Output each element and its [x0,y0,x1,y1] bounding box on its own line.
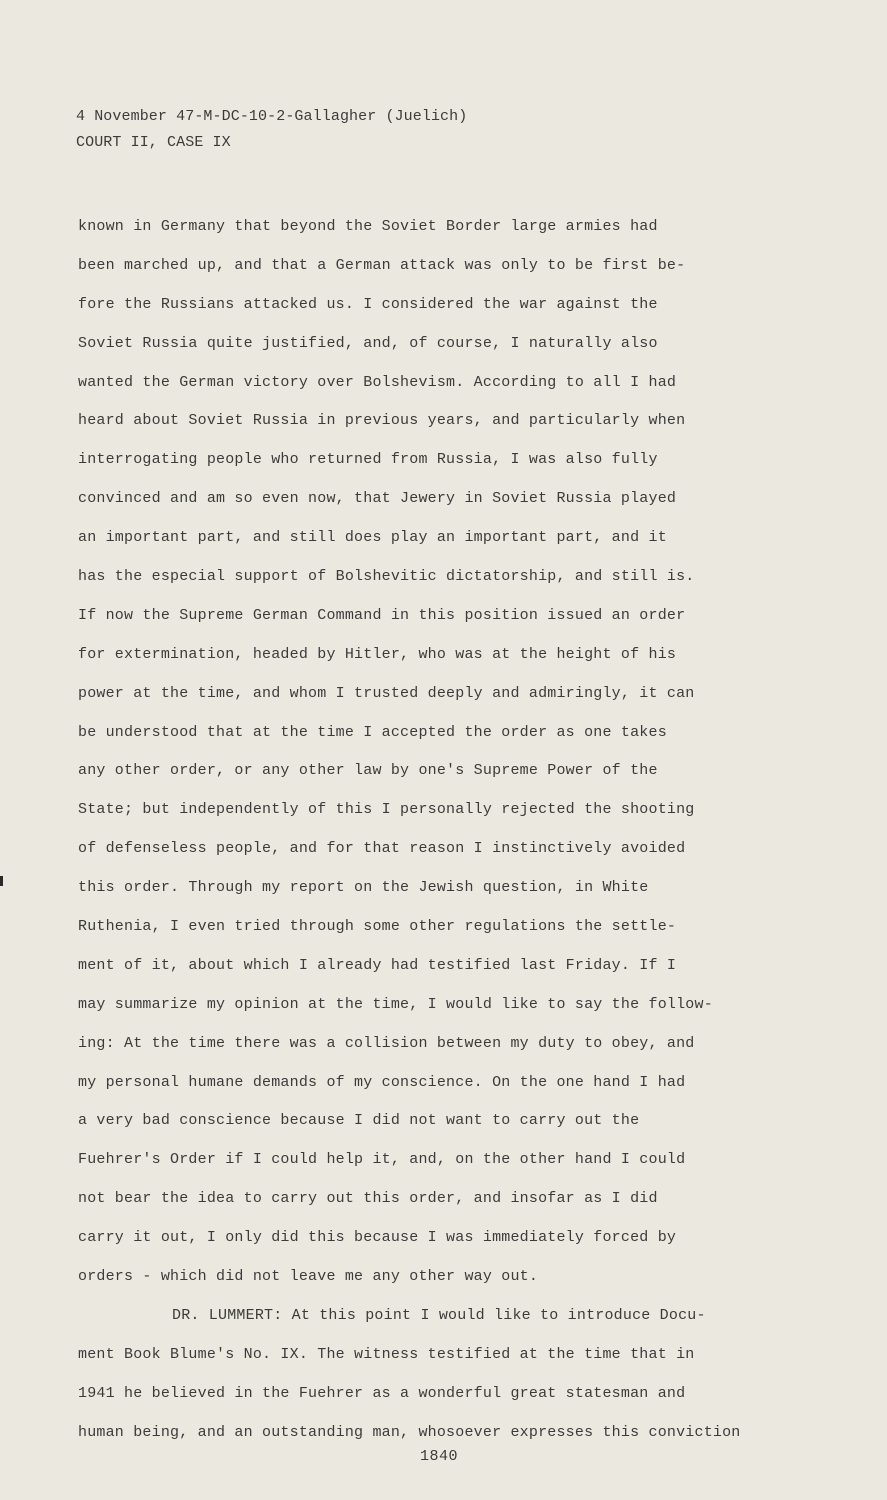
body-line: any other order, or any other law by one's Supreme Power of the [78,762,658,780]
body-line: orders - which did not leave me any other way out. [78,1268,539,1286]
paragraph2-line: ment Book Blume's No. IX. The witness testified at the time that in [78,1345,695,1363]
body-line: heard about Soviet Russia in previous years, and particularly when [78,412,686,430]
body-line: Ruthenia, I even tried through some other regulations the settle- [78,918,677,936]
body-line: known in Germany that beyond the Soviet Border large armies had [78,218,658,235]
body-line: fore the Russians attacked us. I considered the war against the [78,295,658,313]
body-line: a very bad conscience because I did not want to carry out the [78,1112,640,1130]
header-court-case: COURT II, CASE IX [76,134,231,151]
body-line: Fuehrer's Order if I could help it, and, on the other hand I could [78,1151,686,1169]
body-line: may summarize my opinion at the time, I would like to say the follow- [78,995,713,1013]
body-line: an important part, and still does play an important part, and it [78,529,667,547]
body-line: State; but independently of this I personally rejected the shooting [78,801,695,819]
paragraph2-line: 1941 he believed in the Fuehrer as a wonderful great statesman and [78,1384,686,1402]
body-line: been marched up, and that a German attack was only to be first be- [78,256,686,274]
body-line: wanted the German victory over Bolshevism. According to all I had [78,373,677,391]
body-line: If now the Supreme German Command in this position issued an order [78,606,686,624]
body-line: not bear the idea to carry out this order, and insofar as I did [78,1190,658,1208]
edge-mark [0,876,3,886]
paragraph2-line: DR. LUMMERT: At this point I would like to introduce Docu- [172,1306,706,1324]
body-line: of defenseless people, and for that reason I instinctively avoided [78,840,686,858]
body-line: power at the time, and whom I trusted deeply and admiringly, it can [78,684,695,702]
header-date-reference: 4 November 47-M-DC-10-2-Gallagher (Juelich) [76,108,468,125]
body-line: Soviet Russia quite justified, and, of course, I naturally also [78,334,658,352]
body-line: convinced and am so even now, that Jewery in Soviet Russia played [78,490,677,508]
body-line: has the especial support of Bolshevitic dictatorship, and still is. [78,568,695,586]
body-line: ment of it, about which I already had testified last Friday. If I [78,956,677,974]
body-line: this order. Through my report on the Jewish question, in White [78,879,649,897]
body-line: be understood that at the time I accepted the order as one takes [78,723,667,741]
body-line: for extermination, headed by Hitler, who was at the height of his [78,645,677,663]
body-line: my personal humane demands of my conscience. On the one hand I had [78,1073,686,1091]
paragraph2-line: human being, and an outstanding man, whosoever expresses this conviction [78,1423,741,1441]
body-line: interrogating people who returned from Russia, I was also fully [78,451,658,469]
page-number: 1840 [420,1448,459,1465]
document-header [76,104,467,156]
body-line: carry it out, I only did this because I was immediately forced by [78,1229,677,1247]
body-line: ing: At the time there was a collision between my duty to obey, and [78,1034,695,1052]
transcript-body [78,208,858,1453]
